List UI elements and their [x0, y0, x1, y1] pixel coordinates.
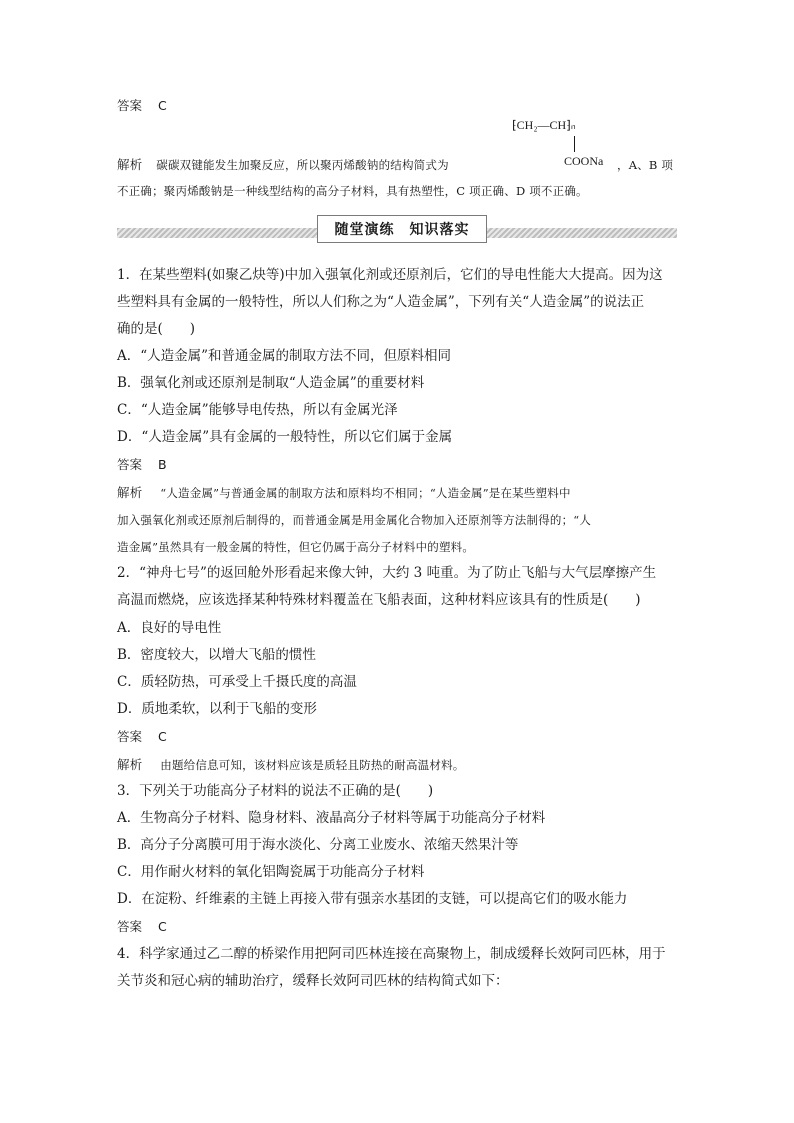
q1-option-c: C．“人造金属”能够导电传热，所以有金属光泽: [117, 402, 398, 418]
prev-explanation-line-2: 不正确；聚丙烯酸钠是一种线型结构的高分子材料，具有热塑性，C 项正确、D 项不正确。: [117, 184, 588, 198]
q2-answer: 答案 C: [117, 729, 167, 744]
q2-stem-line-2: 高温而燃烧，应该选择某种特殊材料覆盖在飞船表面，这种材料应该具有的性质是( ): [117, 592, 641, 608]
q4-stem-line-1: 4．科学家通过乙二醇的桥梁作用把阿司匹林连接在高聚物上，制成缓释长效阿司匹林，用于: [117, 946, 666, 962]
q2-explanation: 解析 由题给信息可知，该材料应该是质轻且防热的耐高温材料。: [117, 757, 465, 772]
q1-stem-line-3: 确的是( ): [117, 321, 196, 337]
q2-option-a: A．良好的导电性: [117, 620, 222, 636]
prev-explanation-line-1: 解析 碳碳双键能发生加聚反应，所以聚丙烯酸钠的结构简式为: [117, 157, 449, 172]
prev-answer: [117, 97, 167, 115]
prev-explanation-line-1-tail: ，A、B 项: [617, 158, 674, 172]
formula-main-chain: ⁅CH₂—CH⁆ₙ: [512, 118, 576, 132]
q1-explanation-line-3: 造金属”虽然具有一般金属的特性，但它仍属于高分子材料中的塑料。: [117, 540, 475, 554]
q3-option-c: C．用作耐火材料的氧化铝陶瓷属于功能高分子材料: [117, 864, 425, 880]
q1-option-a: A．“人造金属”和普通金属的制取方法不同，但原料相同: [117, 348, 452, 364]
explanation-label: 解析: [117, 157, 143, 172]
q1-option-d: D．“人造金属”具有金属的一般特性，所以它们属于金属: [117, 429, 453, 445]
formula-side-group: COONa: [564, 154, 604, 168]
q1-explanation-line-2: 加入强氧化剂或还原剂后制得的，而普通金属是用金属化合物加入还原剂等方法制得的；“人: [117, 513, 592, 527]
q1-answer: 答案 B: [117, 457, 167, 472]
polymer-structural-formula: [512, 118, 622, 178]
banner-title: 随堂演练 知识落实: [317, 215, 487, 243]
q3-option-b: B．高分子分离膜可用于海水淡化、分离工业废水、浓缩天然果汁等: [117, 837, 519, 853]
q3-option-d: D．在淀粉、纤维素的主链上再接入带有强亲水基团的支链，可以提高它们的吸水能力: [117, 891, 628, 907]
answer-value: C: [158, 98, 167, 113]
q1-stem-line-2: 些塑料具有金属的一般特性，所以人们称之为“人造金属”，下列有关“人造金属”的说法正: [117, 294, 645, 310]
q2-option-b: B．密度较大，以增大飞船的惯性: [117, 647, 316, 663]
q3-option-a: A．生物高分子材料、隐身材料、液晶高分子材料等属于功能高分子材料: [117, 810, 546, 826]
q1-explanation-line-1: 解析 “人造金属”与普通金属的制取方法和原料均不相同；“人造金属”是在某些塑料中: [117, 485, 571, 500]
q3-stem: 3．下列关于功能高分子材料的说法不正确的是( ): [117, 783, 434, 799]
answer-label: 答案: [117, 98, 143, 113]
q1-stem-line-1: 1．在某些塑料(如聚乙炔等)中加入强氧化剂或还原剂后，它们的导电性能大大提高。因为这: [117, 267, 663, 283]
q2-option-d: D．质地柔软，以利于飞船的变形: [117, 701, 317, 717]
q2-stem-line-1: 2．“神舟七号”的返回舱外形看起来像大钟，大约 3 吨重。为了防止飞船与大气层摩擦产生: [117, 565, 657, 581]
q1-option-b: B．强氧化剂或还原剂是制取“人造金属”的重要材料: [117, 375, 425, 391]
section-banner: [117, 215, 677, 243]
q4-stem-line-2: 关节炎和冠心病的辅助治疗，缓释长效阿司匹林的结构简式如下：: [117, 973, 509, 989]
q2-option-c: C．质轻防热，可承受上千摄氏度的高温: [117, 674, 357, 690]
formula-bond: [574, 136, 575, 152]
q3-answer: 答案 C: [117, 919, 167, 934]
